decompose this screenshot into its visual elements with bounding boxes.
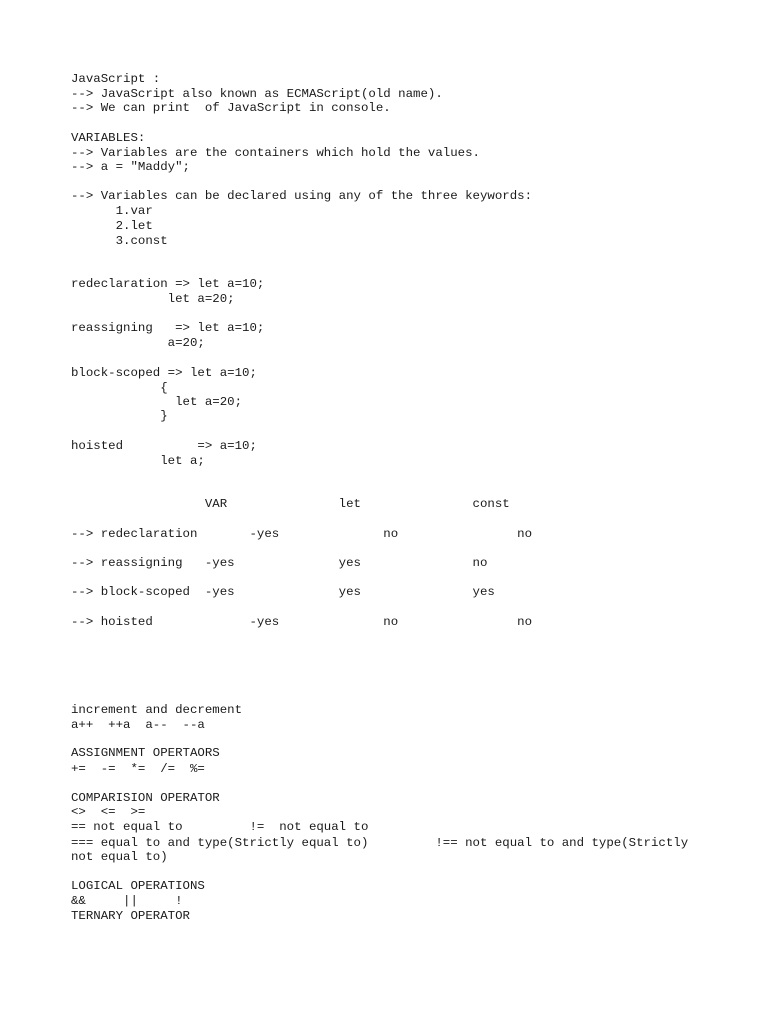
comparison-table-header: VAR let const [71,497,510,511]
text-line: && || ! [71,894,183,908]
text-line: } [71,409,168,423]
text-line: let a; [71,454,205,468]
text-line: TERNARY OPERATOR [71,909,190,923]
text-line: not equal to) [71,850,168,864]
comparison-table-row: --> reassigning -yes yes no [71,556,488,570]
text-line: === equal to and type(Strictly equal to) !== not equal to and type(Strictly [71,836,689,850]
text-line: let a=20; [71,292,235,306]
comparison-table-row: --> block-scoped -yes yes yes [71,585,495,599]
comparison-table-row: --> redeclaration -yes no no [71,527,533,541]
text-line: let a=20; [71,395,243,409]
text-line: <> <= >= [71,805,146,819]
text-line: hoisted => a=10; [71,439,257,453]
text-line: 3.const [71,234,168,248]
text-line: --> a = "Maddy"; [71,160,190,174]
text-line: JavaScript : [71,72,161,86]
text-line: reassigning => let a=10; [71,321,265,335]
text-line: a=20; [71,336,205,350]
text-line: VARIABLES: [71,131,146,145]
text-line: 2.let [71,219,153,233]
text-line: increment and decrement [71,703,243,717]
text-line: --> Variables are the containers which hold the values. [71,146,480,160]
text-line: 1.var [71,204,153,218]
text-line: ASSIGNMENT OPERTAORS [71,746,220,760]
text-line: LOGICAL OPERATIONS [71,879,205,893]
comparison-table-row: --> hoisted -yes no no [71,615,533,629]
text-line: --> We can print of JavaScript in console. [71,101,391,115]
text-line: COMPARISION OPERATOR [71,791,220,805]
text-line: a++ ++a a-- --a [71,718,205,732]
text-line: == not equal to != not equal to [71,820,369,834]
text-line: { [71,381,168,395]
text-line: --> Variables can be declared using any of the three keywords: [71,189,533,203]
text-line: += -= *= /= %= [71,762,205,776]
text-line: redeclaration => let a=10; [71,277,265,291]
text-line: --> JavaScript also known as ECMAScript(old name). [71,87,443,101]
text-line: block-scoped => let a=10; [71,366,257,380]
